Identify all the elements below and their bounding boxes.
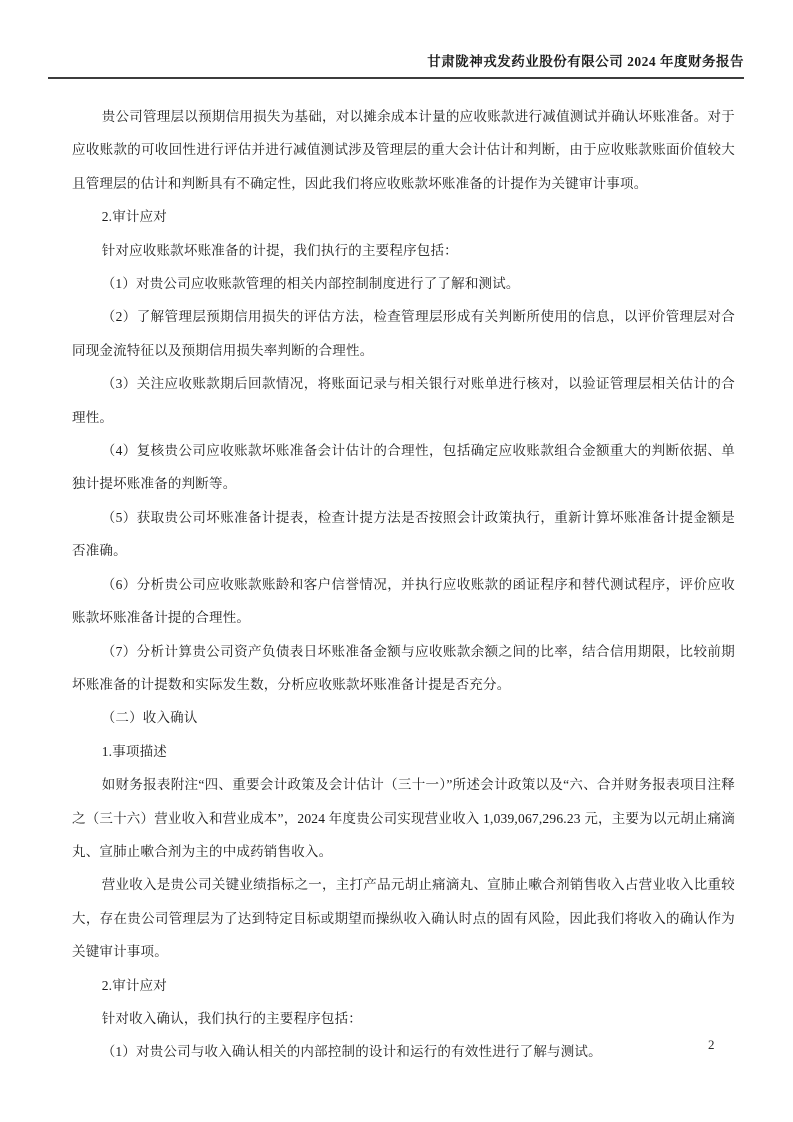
paragraph-procedures-intro-1: 针对应收账款坏账准备的计提，我们执行的主要程序包括： <box>101 242 458 258</box>
list-item-2-1: （1）对贵公司与收入确认相关的内部控制的设计和运行的有效性进行了解与测试。 <box>101 1044 602 1060</box>
document-body <box>72 100 735 1069</box>
list-item-1-3: （3）关注应收账款期后回款情况，将账面记录与相关银行对账单进行核对，以验证管理层相关估计的合理性。 <box>72 376 735 425</box>
list-item-1-4: （4）复核贵公司应收账款坏账准备会计估计的合理性，包括确定应收账款组合金额重大的判断依据、单独计提坏账准备的判断等。 <box>72 443 735 492</box>
list-item-1-1: （1）对贵公司应收账款管理的相关内部控制制度进行了了解和测试。 <box>101 276 520 292</box>
paragraph-revenue-detail: 如财务报表附注“四、重要会计政策及会计估计（三十一）”所述会计政策以及“六、合并财务报表项目注释之（三十六）营业收入和营业成本”，2024 年度贵公司实现营业收入 1,039,067,296.23 元，主要为以元胡止痛滴丸、宣肺止嗽合剂为主的中成药销售收入。 <box>72 777 736 859</box>
paragraph-receivables-risk: 贵公司管理层以预期信用损失为基础，对以摊余成本计量的应收账款进行减值测试并确认坏账准备。对于应收账款的可收回性进行评估并进行减值测试涉及管理层的重大会计估计和判断，由于应收账款账面价值较大且管理层的估计和判断具有不确定性，因此我们将应收账款坏账准备的计提作为关键审计事项。 <box>72 109 735 191</box>
paragraph-procedures-intro-2: 针对收入确认，我们执行的主要程序包括： <box>101 1010 362 1026</box>
report-header-title: 甘肃陇神戎发药业股份有限公司 2024 年度财务报告 <box>427 54 744 69</box>
list-item-1-5: （5）获取贵公司坏账准备计提表，检查计提方法是否按照会计政策执行，重新计算坏账准备计提金额是否准确。 <box>72 509 735 559</box>
paragraph-revenue-risk: 营业收入是贵公司关键业绩指标之一，主打产品元胡止痛滴丸、宣肺止嗽合剂销售收入占营业收入比重较大，存在贵公司管理层为了达到特定目标或期望而操纵收入确认时点的固有风险，因此我们将收入的确认作为关键审计事项。 <box>72 877 735 960</box>
list-item-1-7: （7）分析计算贵公司资产负债表日坏账准备金额与应收账款余额之间的比率，结合信用期限，比较前期坏账准备的计提数和实际发生数，分析应收账款坏账准备计提是否充分。 <box>72 643 735 692</box>
heading-revenue-recognition: （二）收入确认 <box>101 710 198 726</box>
list-item-1-6: （6）分析贵公司应收账款账龄和客户信誉情况，并执行应收账款的函证程序和替代测试程序，评价应收账款坏账准备计提的合理性。 <box>72 576 735 626</box>
page-number: 2 <box>708 1037 715 1052</box>
page-header <box>48 50 744 79</box>
list-item-1-2: （2）了解管理层预期信用损失的评估方法，检查管理层形成有关判断所使用的信息，以评价管理层对合同现金流特征以及预期信用损失率判断的合理性。 <box>72 309 735 358</box>
heading-audit-response-2: 2.审计应对 <box>101 977 168 993</box>
heading-audit-response-1: 2.审计应对 <box>101 209 168 225</box>
heading-matter-description: 1.事项描述 <box>101 743 168 759</box>
